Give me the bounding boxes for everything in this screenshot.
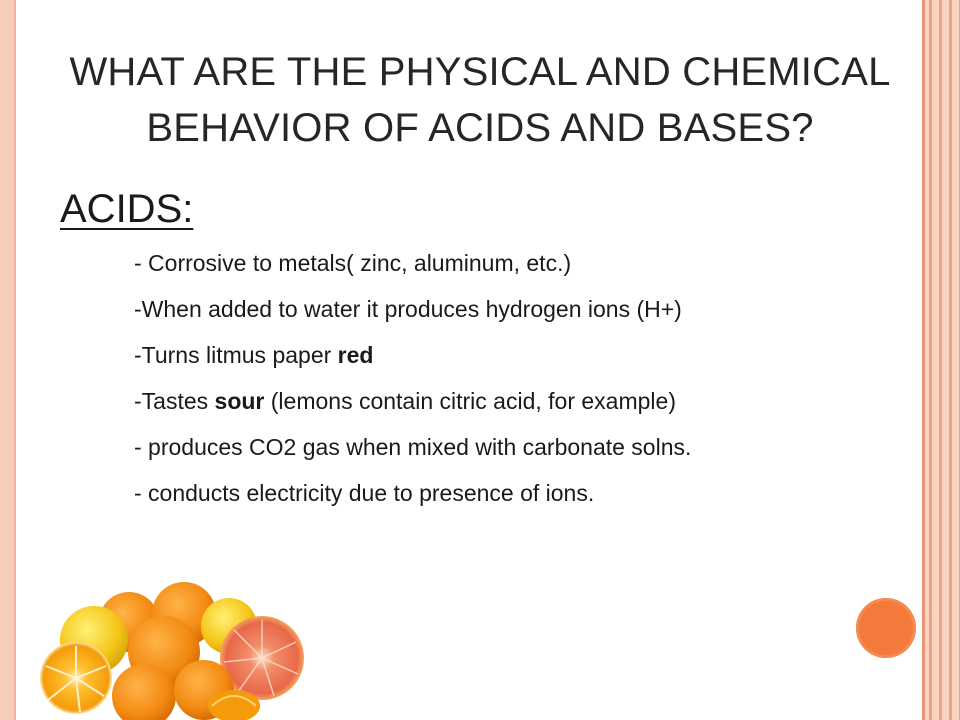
orange-circle-decoration xyxy=(856,598,916,658)
list-item: -Tastes sour (lemons contain citric acid, for example) xyxy=(134,388,676,414)
right-border-stripes xyxy=(922,0,960,720)
acid-properties-list xyxy=(134,240,894,516)
slide-title xyxy=(40,44,920,156)
title-line-1: WHAT ARE THE PHYSICAL AND CHEMICAL xyxy=(69,50,891,94)
list-item: - Corrosive to metals( zinc, aluminum, etc.) xyxy=(134,250,572,276)
list-item: -Turns litmus paper red xyxy=(134,342,374,368)
list-item: - produces CO2 gas when mixed with carbonate solns. xyxy=(134,434,692,460)
title-line-2: BEHAVIOR OF ACIDS AND BASES? xyxy=(146,106,814,150)
list-item: -When added to water it produces hydrogen ions (H+) xyxy=(134,296,682,322)
citrus-fruit-image xyxy=(34,578,314,720)
section-heading: ACIDS: xyxy=(60,187,194,231)
left-border-stripe xyxy=(0,0,16,720)
list-item: - conducts electricity due to presence of ions. xyxy=(134,480,595,506)
